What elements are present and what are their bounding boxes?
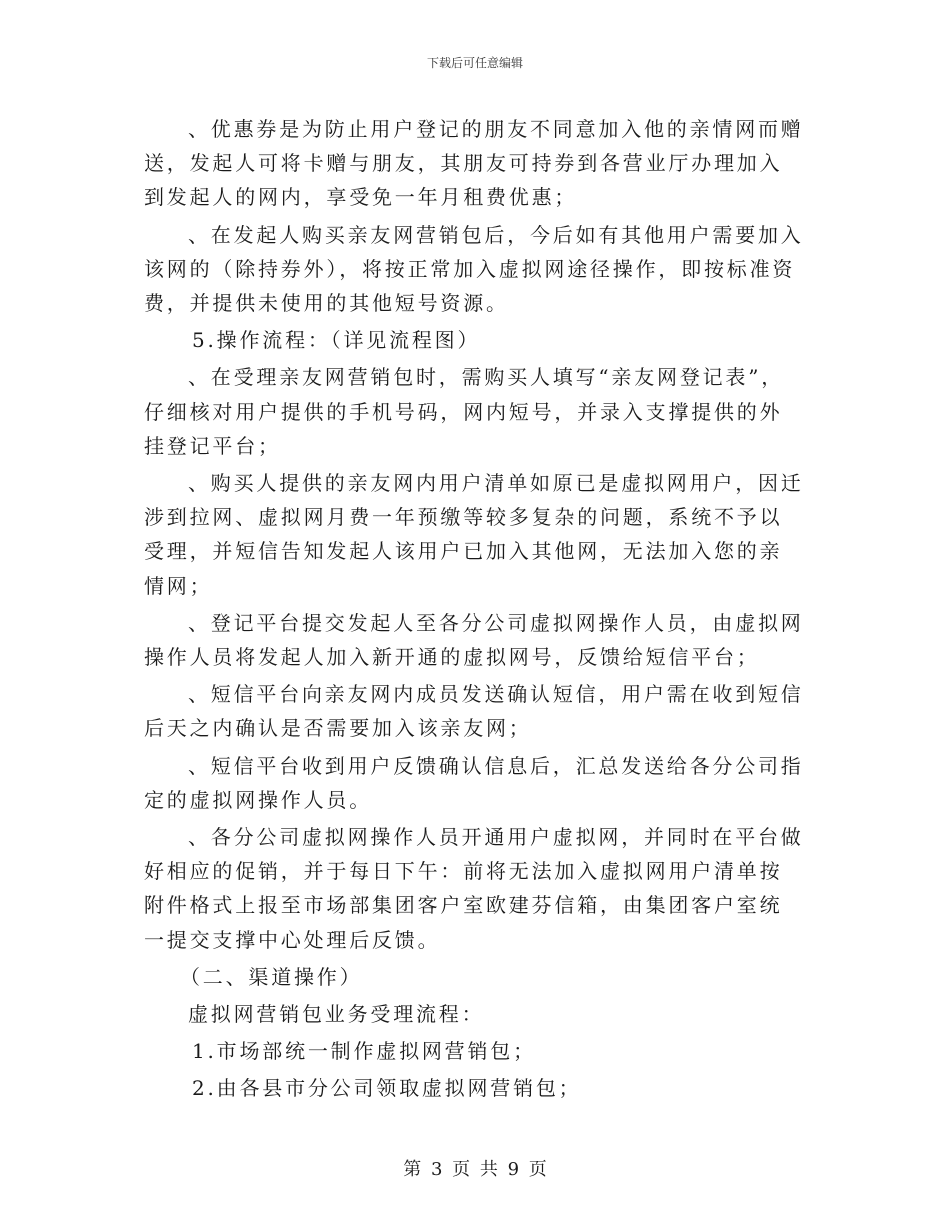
- page-header: 下载后可任意编辑: [426, 56, 523, 70]
- paragraph-branch-activation: 、各分公司虚拟网操作人员开通用户虚拟网，并同时在平台做好相应的促销，并于每日下午：前将无法加入虚拟网用户清单按附件格式上报至市场部集团客户室欧建芬信箱，由集团客户室统一提交支撑中心处理后反馈。: [144, 825, 804, 952]
- list-item-step-2: 2.由各县市分公司领取虚拟网营销包；: [192, 1076, 582, 1101]
- paragraph-existing-users: 、购买人提供的亲友网内用户清单如原已是虚拟网用户，因迁涉到拉网、虚拟网月费一年预缴等较多复杂的问题，系统不予以受理，并短信告知发起人该用户已加入其他网，无法加入您的亲情网；: [144, 471, 804, 598]
- document-body: [144, 112, 804, 1106]
- paragraph-coupon: 、优惠券是为防止用户登记的朋友不同意加入他的亲情网而赠送，发起人可将卡赠与朋友，其朋友可持券到各营业厅办理加入到发起人的网内，享受免一年月租费优惠；: [144, 117, 804, 210]
- page-number-footer: 第 3 页 共 9 页: [403, 1159, 547, 1180]
- list-item-step-1: 1.市场部统一制作虚拟网营销包；: [192, 1039, 536, 1064]
- paragraph-after-purchase: 、在发起人购买亲友网营销包后，今后如有其他用户需要加入该网的（除持券外），将按正常加入虚拟网途径操作，即按标准资费，并提供未使用的其他短号资源。: [144, 222, 804, 316]
- paragraph-acceptance-flow: 虚拟网营销包业务受理流程：: [188, 1002, 485, 1027]
- paragraph-sms-confirm: 、短信平台向亲友网内成员发送确认短信，用户需在收到短信后天之内确认是否需要加入该亲友网；: [144, 682, 804, 741]
- paragraph-platform-submit: 、登记平台提交发起人至各分公司虚拟网操作人员，由虚拟网操作人员将发起人加入新开通的虚拟网号，反馈给短信平台；: [144, 610, 804, 670]
- paragraph-registration: 、在受理亲友网营销包时，需购买人填写“亲友网登记表”，仔细核对用户提供的手机号码，网内短号，并录入支撑提供的外挂登记平台；: [144, 365, 785, 458]
- section-heading-operation-flow: 5.操作流程：（详见流程图）: [192, 328, 481, 353]
- paragraph-feedback-summary: 、短信平台收到用户反馈确认信息后，汇总发送给各分公司指定的虚拟网操作人员。: [144, 753, 804, 812]
- section-heading-channel-operation: （二、渠道操作）: [180, 964, 363, 989]
